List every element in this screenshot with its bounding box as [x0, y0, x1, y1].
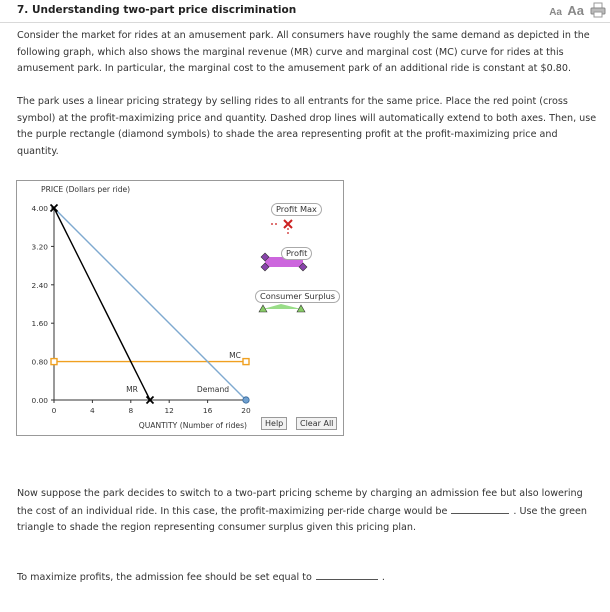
profit-label: Profit — [281, 247, 312, 260]
y-tick-label: 0.80 — [31, 357, 48, 367]
x-tick-label: 12 — [164, 406, 174, 415]
mr-label: MR — [126, 385, 138, 394]
consumer-surplus-triangle-tool[interactable] — [259, 304, 305, 312]
admission-text-after: . — [381, 572, 385, 583]
two-part-paragraph — [17, 486, 597, 537]
demand-label: Demand — [196, 385, 230, 394]
help-button[interactable]: Help — [261, 417, 287, 430]
clear-all-button[interactable]: Clear All — [296, 417, 337, 430]
admission-text: To maximize profits, the admission fee should be set equal to — [17, 572, 312, 583]
x-axis-label: QUANTITY (Number of rides) — [138, 421, 247, 430]
x-tick-label: 20 — [241, 406, 251, 415]
price-quantity-chart[interactable] — [17, 181, 343, 435]
two-part-text: Now suppose the park decides to switch to a two-part pricing scheme by charging an admission fee but also lowering the cost of an individual ride. In this case, the profit-maximizing per-ride charge would be — [17, 488, 583, 517]
question-title: 7. Understanding two-part price discrimination — [17, 4, 297, 16]
instructions-paragraph: The park uses a linear pricing strategy by selling rides to all entrants for the same price. Place the red point (cross symbol) at the profit-maximizing price and quantity. Dashed drop lines will automatically extend to both axes. Then, use the purple rectangle (diamond symbols) to shade the area representing profit at the profit-maximizing price and quantity. — [17, 96, 597, 157]
y-tick-label: 3.20 — [31, 242, 48, 252]
mc-endpoint-square-icon[interactable] — [51, 359, 57, 365]
y-tick-label: 2.40 — [31, 280, 48, 290]
two-part-text-after: . Use the green triangle to shade the region representing consumer surplus given this pricing plan. — [17, 505, 587, 533]
x-tick-label: 4 — [90, 406, 95, 415]
profit-max-label: Profit Max — [271, 203, 322, 216]
admission-paragraph — [17, 569, 597, 587]
consumer-surplus-label: Consumer Surplus — [255, 290, 340, 303]
intro-paragraph: Consider the market for rides at an amusement park. All consumers have roughly the same demand as depicted in the following graph, which also shows the marginal revenue (MR) curve and marginal cost (MC) curve for rides at this amusement park. In particular, the marginal cost to the amusement park of an additional ride is constant at $0.80. — [17, 30, 590, 74]
per-ride-charge-input[interactable] — [451, 503, 509, 514]
mr-curve — [54, 208, 150, 400]
y-tick-label: 0.00 — [31, 396, 48, 405]
x-tick-label: 16 — [202, 406, 213, 415]
x-tick-label: 8 — [128, 406, 134, 415]
profit-max-tool[interactable] — [271, 220, 292, 235]
x-tick-label: 0 — [51, 406, 57, 415]
y-axis-label: PRICE (Dollars per ride) — [41, 185, 131, 194]
font-size-large-button[interactable]: Aa — [567, 3, 584, 18]
header-bar — [0, 0, 610, 23]
mc-endpoint-square-icon[interactable] — [243, 359, 249, 365]
graph-panel — [16, 180, 344, 436]
y-tick-label: 1.60 — [31, 319, 48, 329]
admission-fee-input[interactable] — [316, 569, 378, 580]
font-size-small-button[interactable]: Aa — [549, 7, 562, 18]
print-icon[interactable] — [590, 2, 606, 18]
demand-endpoint-circle-icon[interactable] — [243, 397, 249, 403]
demand-curve — [54, 208, 246, 400]
y-tick-label: 4.00 — [31, 204, 48, 213]
profit-max-cross-icon[interactable] — [284, 220, 292, 228]
mc-label: MC — [229, 351, 241, 360]
